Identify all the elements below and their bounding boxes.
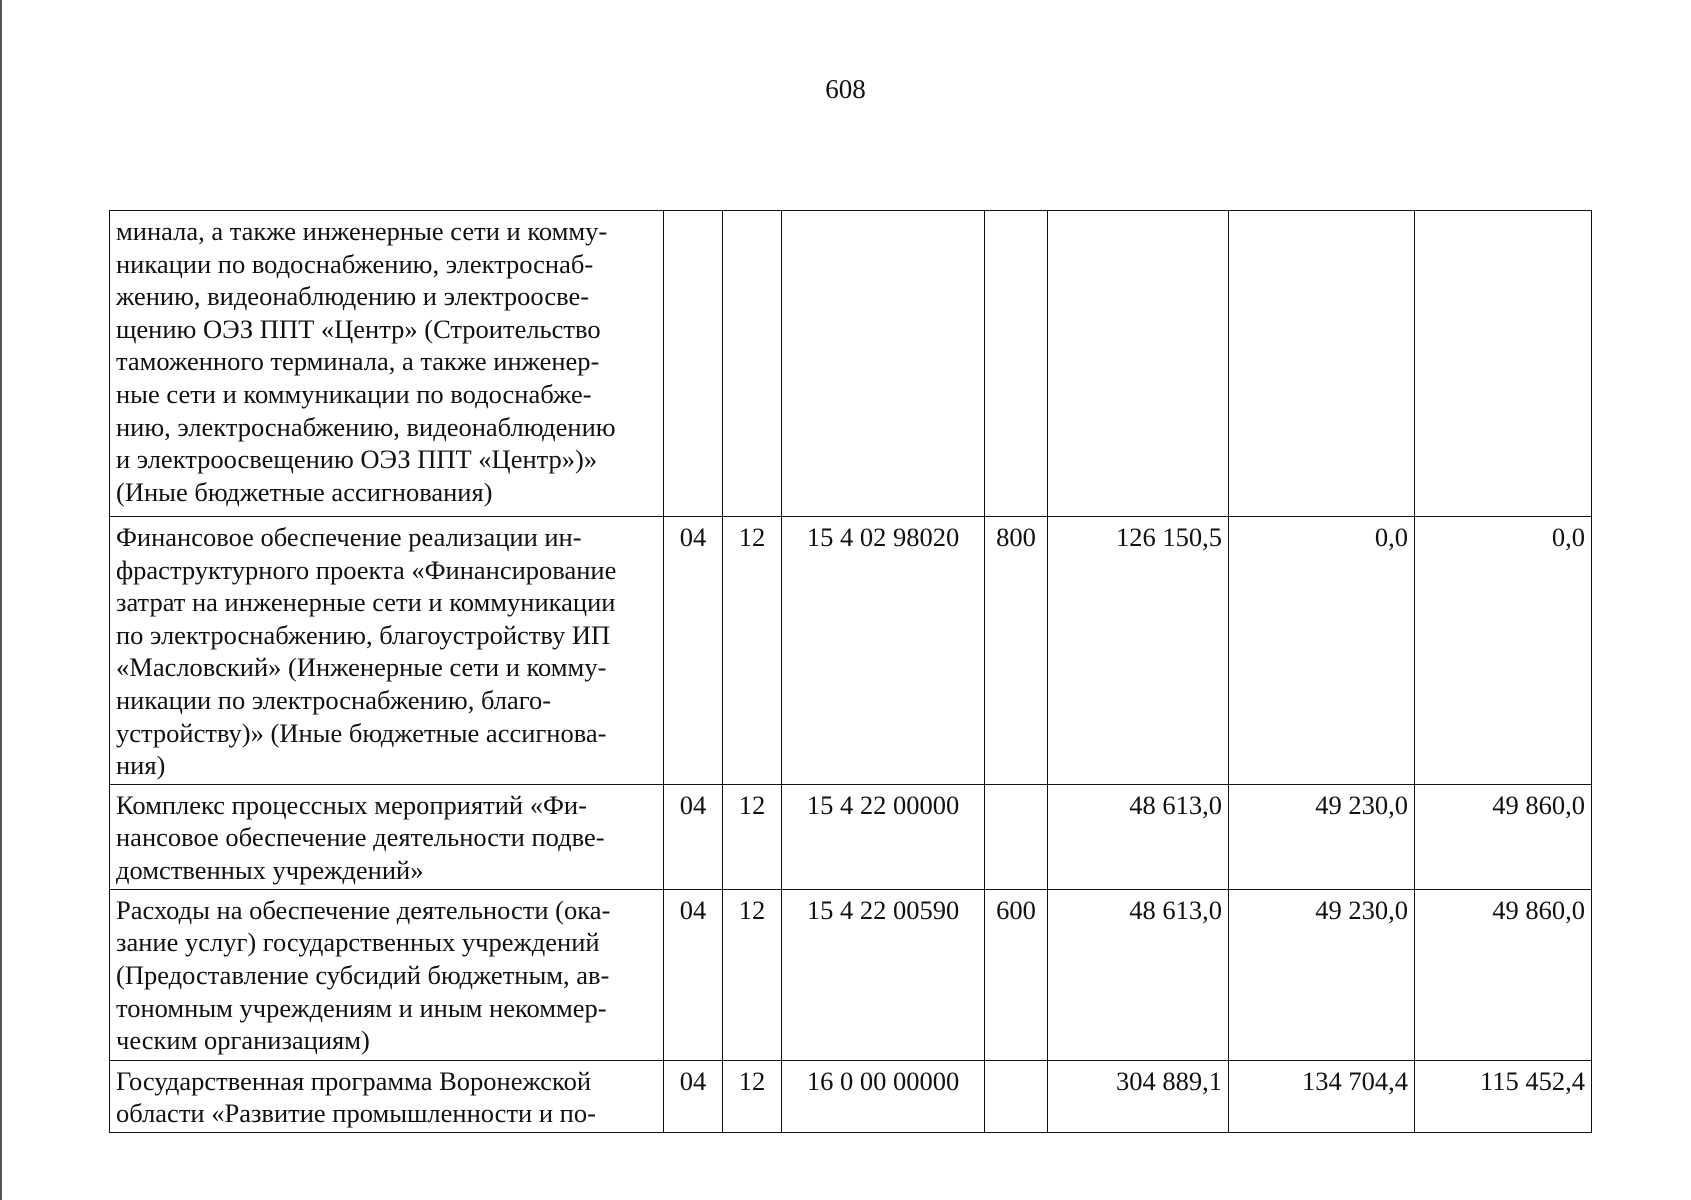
amount-year1-cell: 304 889,1	[1048, 1060, 1229, 1132]
budget-table	[109, 210, 1592, 1133]
amount-year1-cell: 48 613,0	[1048, 784, 1229, 889]
name-line: щению ОЭЗ ППТ «Центр» (Строительство	[116, 313, 601, 344]
section-code-cell: 04	[664, 1060, 723, 1132]
table-row	[110, 517, 1592, 785]
name-line: Расходы на обеспечение деятельности (ока-	[116, 894, 611, 925]
section-code-cell: 04	[664, 784, 723, 889]
name-line: ные сети и коммуникации по водоснабже-	[116, 378, 592, 409]
subsection-code-cell: 12	[723, 517, 782, 785]
name-line: тономным учреждениям и иным некоммер-	[116, 992, 607, 1023]
name-line: области «Развитие промышленности и по-	[116, 1098, 596, 1129]
amount-year3-cell	[1415, 211, 1592, 517]
row-name-cell	[110, 517, 664, 785]
row-name-cell	[110, 784, 664, 889]
target-article-cell	[782, 211, 985, 517]
table-row	[110, 1060, 1592, 1132]
page-number: 608	[825, 74, 866, 104]
target-article-cell: 15 4 22 00000	[782, 784, 985, 889]
expense-type-cell: 600	[985, 889, 1048, 1060]
name-line: таможенного терминала, а также инженер-	[116, 346, 600, 377]
name-line: (Предоставление субсидий бюджетным, ав-	[116, 959, 610, 990]
expense-type-cell	[985, 784, 1048, 889]
name-line: по электроснабжению, благоустройству ИП	[116, 619, 611, 650]
row-name-cell	[110, 889, 664, 1060]
name-line: «Масловский» (Инженерные сети и комму-	[116, 652, 607, 683]
amount-year3-cell: 0,0	[1415, 517, 1592, 785]
table-row	[110, 784, 1592, 889]
expense-type-cell	[985, 211, 1048, 517]
name-line: ния)	[116, 750, 166, 781]
amount-year2-cell: 49 230,0	[1229, 889, 1415, 1060]
row-name-cell	[110, 1060, 664, 1132]
name-line: (Иные бюджетные ассигнования)	[116, 476, 493, 507]
name-line: зание услуг) государственных учреждений	[116, 927, 600, 958]
amount-year2-cell: 0,0	[1229, 517, 1415, 785]
name-line: фраструктурного проекта «Финансирование	[116, 554, 617, 585]
name-line: минала, а также инженерные сети и комму-	[116, 216, 608, 246]
amount-year3-cell: 49 860,0	[1415, 784, 1592, 889]
name-line: нию, электроснабжению, видеонаблюдению	[116, 411, 616, 442]
amount-year1-cell	[1048, 211, 1229, 517]
name-line: Государственная программа Воронежской	[116, 1065, 592, 1096]
name-line: устройству)» (Иные бюджетные ассигнова-	[116, 717, 607, 748]
subsection-code-cell: 12	[723, 889, 782, 1060]
amount-year3-cell: 49 860,0	[1415, 889, 1592, 1060]
name-line: Финансовое обеспечение реализации ин-	[116, 522, 582, 552]
amount-year1-cell: 126 150,5	[1048, 517, 1229, 785]
section-code-cell	[664, 211, 723, 517]
table-row	[110, 889, 1592, 1060]
name-line: жению, видеонаблюдению и электроосве-	[116, 281, 590, 312]
expense-type-cell: 800	[985, 517, 1048, 785]
target-article-cell: 15 4 22 00590	[782, 889, 985, 1060]
target-article-cell: 15 4 02 98020	[782, 517, 985, 785]
subsection-code-cell: 12	[723, 1060, 782, 1132]
name-line: домственных учреждений»	[116, 854, 424, 885]
name-line: никации по электроснабжению, благо-	[116, 684, 552, 715]
name-line: ческим организациям)	[116, 1025, 370, 1056]
subsection-code-cell	[723, 211, 782, 517]
table-body	[110, 211, 1592, 1133]
target-article-cell: 16 0 00 00000	[782, 1060, 985, 1132]
name-line: затрат на инженерные сети и коммуникации	[116, 587, 616, 618]
amount-year2-cell: 134 704,4	[1229, 1060, 1415, 1132]
amount-year3-cell: 115 452,4	[1415, 1060, 1592, 1132]
section-code-cell: 04	[664, 889, 723, 1060]
name-line: нансовое обеспечение деятельности подве-	[116, 822, 605, 853]
name-line: Комплекс процессных мероприятий «Фи-	[116, 789, 587, 820]
scan-edge-line	[0, 0, 2, 1200]
table-row	[110, 211, 1592, 517]
amount-year1-cell: 48 613,0	[1048, 889, 1229, 1060]
name-line: и электроосвещению ОЭЗ ППТ «Центр»)»	[116, 444, 598, 475]
row-name-cell	[110, 211, 664, 517]
amount-year2-cell	[1229, 211, 1415, 517]
expense-type-cell	[985, 1060, 1048, 1132]
name-line: никации по водоснабжению, электроснаб-	[116, 248, 594, 279]
amount-year2-cell: 49 230,0	[1229, 784, 1415, 889]
section-code-cell: 04	[664, 517, 723, 785]
subsection-code-cell: 12	[723, 784, 782, 889]
